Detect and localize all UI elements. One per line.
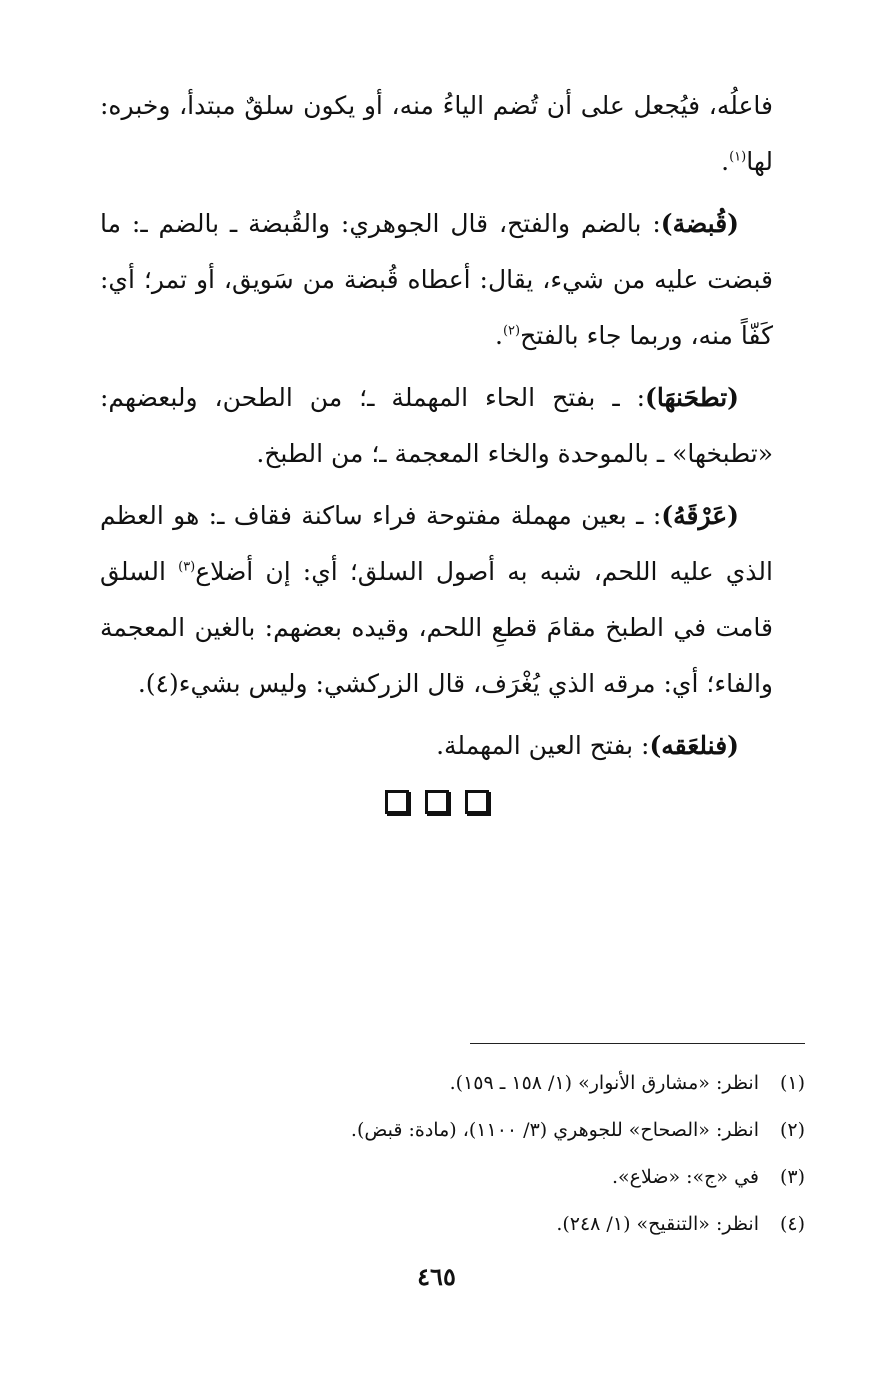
main-text (100, 78, 773, 780)
footnote-rule (470, 1043, 805, 1044)
page-number: ٤٦٥ (417, 1262, 456, 1291)
paragraph-2 (100, 196, 773, 364)
headword: (عَرْقَهُ) (661, 501, 739, 530)
headword: (قُبضة) (660, 209, 739, 238)
paragraph-end: . (721, 147, 730, 176)
footnote-text: انظر: «الصحاح» للجوهري (٣/ ١١٠٠)، (مادة: قبض). (350, 1119, 759, 1141)
footnote-item (100, 1107, 805, 1154)
headword: (تطحَنهَا) (645, 383, 739, 412)
separator-box-icon (385, 790, 409, 814)
footnote-text: انظر: «مشارق الأنوار» (١/ ١٥٨ ـ ١٥٩). (449, 1072, 759, 1094)
footnote-marker: (١) (729, 149, 747, 165)
footnote-text: في «ج»: «ضلاع». (611, 1166, 759, 1188)
paragraph-text: فاعلُه، فيُجعل على أن تُضم الياءُ منه، أو يكون سلقٌ مبتدأ، وخبره: لها (100, 91, 773, 176)
footnote-marker: (٢) (502, 323, 521, 339)
footnotes (100, 1060, 805, 1248)
footnote-text: انظر: «التنقيح» (١/ ٢٤٨). (556, 1213, 759, 1235)
footnote-number: (١) (779, 1072, 805, 1094)
separator-box-icon (465, 790, 489, 814)
paragraph-text: : بفتح العين المهملة. (436, 731, 650, 760)
section-separator (0, 790, 873, 814)
paragraph-1 (100, 78, 773, 190)
paragraph-5 (100, 718, 773, 774)
footnote-item (100, 1060, 805, 1107)
headword: (فنلعَقه) (649, 731, 739, 760)
footnote-item (100, 1154, 805, 1201)
footnote-item (100, 1201, 805, 1248)
footnote-number: (٣) (779, 1166, 805, 1188)
separator-box-icon (425, 790, 449, 814)
paragraph-text-cont: السلق قامت في الطبخ مقامَ قطعِ اللحم، وقيده بعضهم: بالغين المعجمة والفاء؛ أي: مرقه الذي يُغْرَف، قال الزركشي: وليس بشيء(٤). (100, 557, 773, 698)
paragraph-text: : ـ بفتح الحاء المهملة ـ؛ من الطحن، ولبعضهم: «تطبخها» ـ بالموحدة والخاء المعجمة ـ؛ من الطبخ. (100, 383, 773, 468)
paragraph-4 (100, 488, 773, 712)
paragraph-text: : بالضم والفتح، قال الجوهري: والقُبضة ـ بالضم ـ: ما قبضت عليه من شيء، يقال: أعطاه قُبضة من سَويق، أو تمر؛ أي: كَفّاً منه، وربما جاء بالفتح (100, 209, 773, 350)
footnote-marker: (٣) (178, 559, 196, 575)
paragraph-text: : ـ بعين مهملة مفتوحة فراء ساكنة فقاف ـ: هو العظم الذي عليه اللحم، شبه به أصول السلق؛ أي: إن أضلاع (100, 501, 773, 586)
footnote-number: (٤) (779, 1213, 805, 1235)
footnote-number: (٢) (779, 1119, 805, 1141)
paragraph-3 (100, 370, 773, 482)
paragraph-end: . (495, 321, 503, 350)
